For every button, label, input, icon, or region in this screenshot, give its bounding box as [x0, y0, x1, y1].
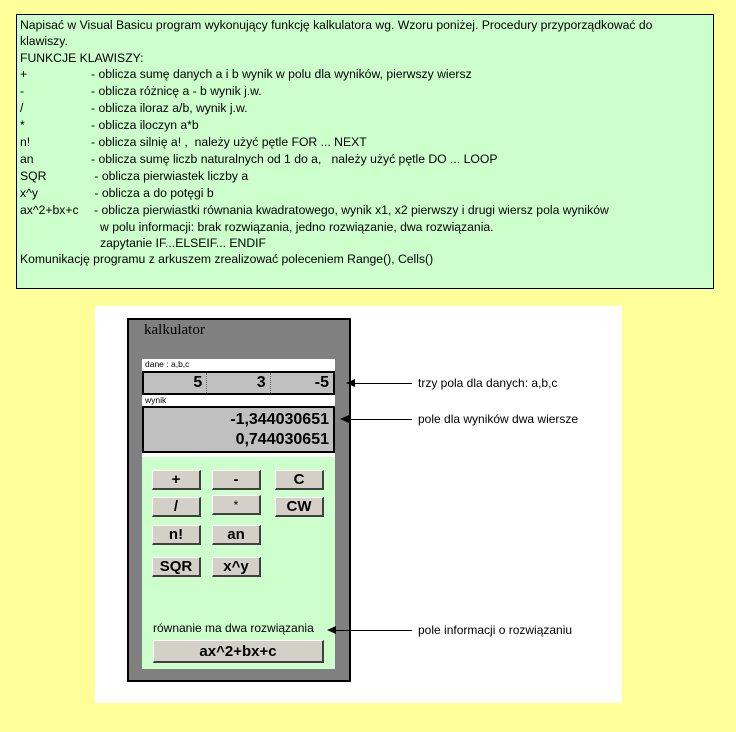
multiply-button[interactable]: * [212, 495, 261, 515]
result-line-2: 0,744030651 [235, 431, 329, 448]
function-desc: - oblicza pierwiastek liczby a [91, 168, 249, 183]
function-desc: - oblicza iloczyn a*b [91, 117, 199, 132]
result-field [142, 406, 335, 453]
arrow-line-results [346, 419, 412, 420]
clear-all-button[interactable]: CW [275, 497, 324, 517]
function-key: x^y [20, 185, 38, 200]
function-desc: - oblicza sumę danych a i b wynik w polu dla wyników, pierwszy wiersz [91, 66, 472, 81]
function-row [20, 134, 713, 151]
function-desc: - oblicza a do potęgi b [91, 185, 214, 200]
function-row [20, 168, 713, 185]
function-row [20, 117, 713, 134]
intro-line-1: Napisać w Visual Basicu program wykonujący funkcję kalkulatora wg. Wzoru poniżej. Procedury przyporządkować do [20, 18, 653, 32]
result-line-1: -1,344030651 [230, 411, 329, 428]
input-label: dane : a,b,c [142, 359, 335, 371]
minus-button[interactable]: - [212, 470, 261, 490]
function-desc: - oblicza pierwiastki równania kwadratowego, wynik x1, x2 pierwszy i drugi wiersz pola wyników [94, 202, 609, 217]
function-key: n! [20, 134, 31, 149]
plus-button[interactable]: + [152, 470, 201, 490]
function-desc: - oblicza różnicę a - b wynik j.w. [91, 83, 262, 98]
function-key: SQR [20, 168, 47, 183]
function-row [20, 202, 713, 219]
footer-note: Komunikację programu z arkuszem zrealizować poleceniem Range(), Cells() [20, 251, 434, 266]
result-label: wynik [142, 395, 335, 406]
function-row [20, 151, 713, 168]
function-row [20, 100, 713, 117]
function-key: / [20, 100, 24, 115]
annotation-inputs: trzy pola dla danych: a,b,c [418, 376, 558, 390]
arrow-head-icon [346, 379, 355, 387]
function-row [20, 185, 713, 202]
intro-line-2: klawiszy. [20, 34, 68, 49]
sqr-button[interactable]: SQR [152, 557, 201, 577]
info-field: równanie ma dwa rozwiązania [153, 621, 314, 635]
arrow-line-inputs [352, 383, 412, 384]
function-key: ax^2+bx+c [20, 202, 79, 217]
arrow-head-icon [340, 415, 349, 423]
input-b[interactable]: 3 [207, 373, 270, 393]
function-key: * [20, 117, 25, 132]
arrow-head-icon [327, 626, 336, 634]
divide-button[interactable]: / [152, 497, 201, 517]
an-button[interactable]: an [212, 525, 261, 545]
calculator-title: kalkulator [144, 322, 205, 338]
function-row [20, 83, 713, 100]
function-key: - [20, 83, 25, 98]
function-desc: - oblicza silnię a! , należy użyć pętle FOR ... NEXT [91, 134, 367, 149]
factorial-button[interactable]: n! [152, 525, 201, 545]
annotation-results: pole dla wyników dwa wiersze [418, 412, 579, 426]
power-button[interactable]: x^y [212, 557, 261, 577]
clear-button[interactable]: C [275, 470, 324, 490]
function-key: an [20, 151, 34, 166]
input-a[interactable]: 5 [144, 373, 207, 393]
input-c[interactable]: -5 [314, 374, 329, 391]
task-description [16, 14, 714, 289]
function-desc: - oblicza sumę liczb naturalnych od 1 do a, należy użyć pętle DO ... LOOP [91, 151, 498, 166]
input-fields [142, 371, 335, 395]
function-row [20, 66, 713, 83]
annotation-info: pole informacji o rozwiązaniu [418, 623, 573, 637]
functions-heading: FUNKCJE KLAWISZY: [20, 50, 144, 65]
function-continuation: w polu informacji: brak rozwiązania, jedno rozwiązanie, dwa rozwiązania. [100, 219, 494, 234]
function-continuation: zapytanie IF...ELSEIF... ENDIF [100, 235, 266, 250]
arrow-line-info [334, 630, 412, 631]
quadratic-button[interactable]: ax^2+bx+c [153, 640, 324, 663]
function-key: + [20, 66, 28, 81]
function-desc: - oblicza iloraz a/b, wynik j.w. [91, 100, 248, 115]
